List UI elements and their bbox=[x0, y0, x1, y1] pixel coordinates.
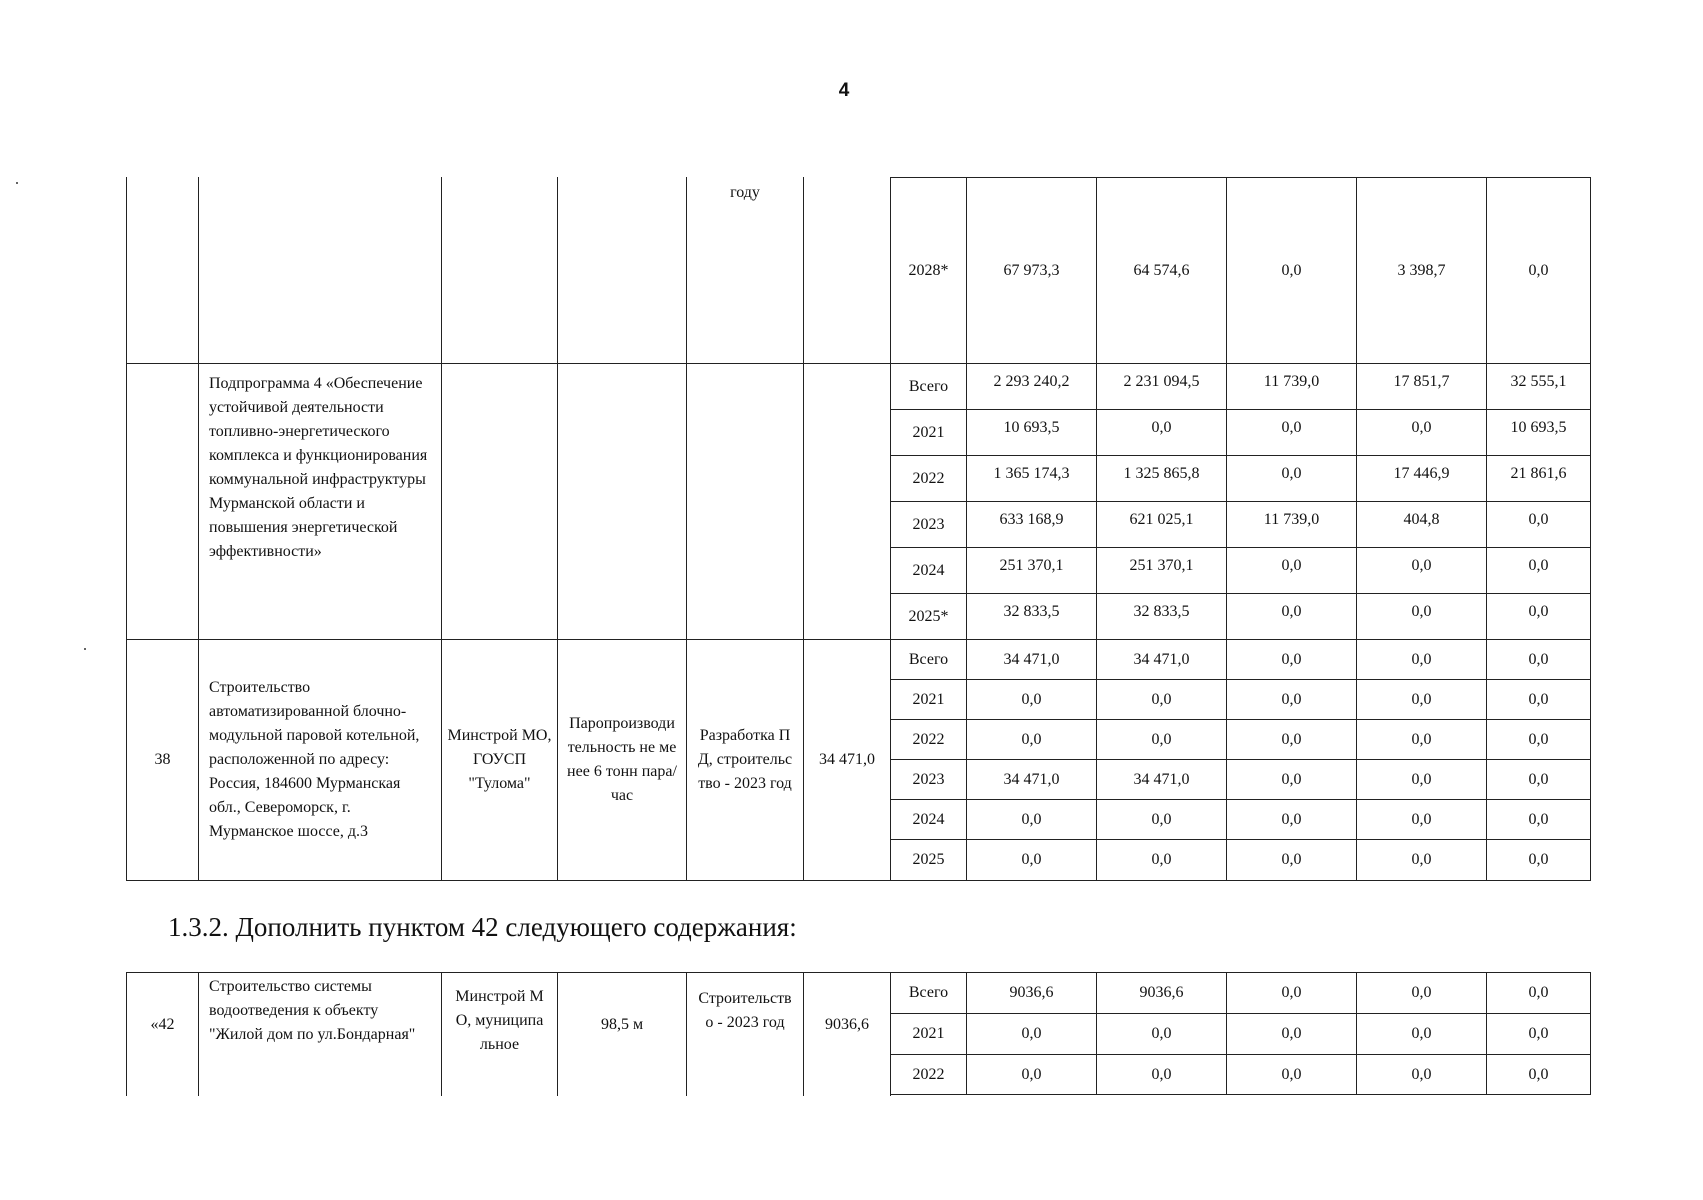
subprogram-value: 2 231 094,5 bbox=[1097, 364, 1227, 410]
table2-left bbox=[126, 972, 891, 1096]
item42-row bbox=[891, 1014, 1591, 1055]
item38-value: 0,0 bbox=[1097, 680, 1227, 720]
item38-cost: 34 471,0 bbox=[804, 639, 891, 880]
item42-year: 2022 bbox=[891, 1055, 967, 1095]
item38-value: 0,0 bbox=[1357, 680, 1487, 720]
item42-value: 9036,6 bbox=[967, 973, 1097, 1014]
subprogram-value: 11 739,0 bbox=[1227, 502, 1357, 548]
item38-value: 0,0 bbox=[967, 720, 1097, 760]
cont-cell-executor bbox=[442, 177, 558, 363]
subprogram-value: 32 833,5 bbox=[967, 594, 1097, 640]
item38-year: 2024 bbox=[891, 800, 967, 840]
item38-row bbox=[891, 640, 1591, 680]
subprogram-executor-cell bbox=[442, 363, 558, 639]
item38-num: 38 bbox=[127, 639, 199, 880]
subprogram-value: 0,0 bbox=[1227, 548, 1357, 594]
item38-value: 0,0 bbox=[1487, 840, 1591, 881]
item38-value: 34 471,0 bbox=[1097, 640, 1227, 680]
item38-value: 0,0 bbox=[1097, 720, 1227, 760]
item38-year: 2021 bbox=[891, 680, 967, 720]
item38-value: 0,0 bbox=[1357, 640, 1487, 680]
subprogram-value: 0,0 bbox=[1487, 548, 1591, 594]
item38-row bbox=[891, 840, 1591, 881]
subprogram-value: 0,0 bbox=[1357, 594, 1487, 640]
subprogram-year: 2024 bbox=[891, 548, 967, 594]
item42-name: Строительство системы водоотведения к объекту "Жилой дом по ул.Бондарная" bbox=[199, 973, 442, 1097]
item38-value: 0,0 bbox=[967, 680, 1097, 720]
table1-left bbox=[126, 177, 891, 881]
cont-cell-period: году bbox=[687, 177, 804, 363]
item38-value: 0,0 bbox=[1487, 800, 1591, 840]
item42-value: 0,0 bbox=[1227, 1055, 1357, 1095]
subprogram-cost-cell bbox=[804, 363, 891, 639]
item38-value: 0,0 bbox=[1097, 840, 1227, 881]
item42-value: 0,0 bbox=[1357, 973, 1487, 1014]
item38-value: 0,0 bbox=[967, 800, 1097, 840]
subprogram-value: 0,0 bbox=[1227, 410, 1357, 456]
subprogram-year: 2023 bbox=[891, 502, 967, 548]
item38-value: 0,0 bbox=[1097, 800, 1227, 840]
item38-value: 0,0 bbox=[1227, 680, 1357, 720]
subprogram-value: 32 555,1 bbox=[1487, 364, 1591, 410]
item38-capacity: Паропроизводительность не менее 6 тонн пара/час bbox=[558, 639, 687, 880]
cont-cell-name bbox=[199, 177, 442, 363]
item42-value: 0,0 bbox=[967, 1055, 1097, 1095]
table2-right bbox=[890, 972, 1591, 1095]
item38-value: 0,0 bbox=[1357, 800, 1487, 840]
item42-value: 0,0 bbox=[1487, 1014, 1591, 1055]
subprogram-value: 17 446,9 bbox=[1357, 456, 1487, 502]
item42-value: 0,0 bbox=[1097, 1014, 1227, 1055]
cont-year: 2028* bbox=[891, 178, 967, 364]
item38-executor: Минстрой МО, ГОУСП "Тулома" bbox=[442, 639, 558, 880]
subprogram-value: 0,0 bbox=[1487, 594, 1591, 640]
item38-value: 34 471,0 bbox=[967, 640, 1097, 680]
subprogram-value: 0,0 bbox=[1227, 456, 1357, 502]
subprogram-value: 1 365 174,3 bbox=[967, 456, 1097, 502]
subprogram-value: 0,0 bbox=[1227, 594, 1357, 640]
cont-value: 3 398,7 bbox=[1357, 178, 1487, 364]
item38-value: 0,0 bbox=[1227, 720, 1357, 760]
item42-num: «42 bbox=[127, 973, 199, 1097]
item38-year: 2025 bbox=[891, 840, 967, 881]
cont-cell-num bbox=[127, 177, 199, 363]
item38-period: Разработка ПД, строительство - 2023 год bbox=[687, 639, 804, 880]
subprogram-year: 2022 bbox=[891, 456, 967, 502]
subprogram-title: Подпрограмма 4 «Обеспечение устойчивой деятельности топливно-энергетического комплекса и функционирования коммунальной инфраструктуры Мурманской области и повышения энергетической эффективности» bbox=[199, 363, 442, 639]
subprogram-row bbox=[891, 548, 1591, 594]
subprogram-value: 0,0 bbox=[1487, 502, 1591, 548]
subprogram-value: 2 293 240,2 bbox=[967, 364, 1097, 410]
subprogram-row bbox=[891, 456, 1591, 502]
item38-value: 0,0 bbox=[1227, 840, 1357, 881]
subprogram-value: 32 833,5 bbox=[1097, 594, 1227, 640]
item42-period: Строительство - 2023 год bbox=[687, 973, 804, 1097]
cont-cell-cost bbox=[804, 177, 891, 363]
item42-value: 9036,6 bbox=[1097, 973, 1227, 1014]
subprogram-value: 1 325 865,8 bbox=[1097, 456, 1227, 502]
subprogram-capacity-cell bbox=[558, 363, 687, 639]
item38-name: Строительство автоматизированной блочно-модульной паровой котельной, расположенной по адресу: Россия, 184600 Мурманская обл., Североморск, г. Мурманское шоссе, д.3 bbox=[199, 639, 442, 880]
item38-value: 34 471,0 bbox=[1097, 760, 1227, 800]
subprogram-row bbox=[891, 502, 1591, 548]
item38-row bbox=[891, 800, 1591, 840]
subprogram-year: Всего bbox=[891, 364, 967, 410]
item42-value: 0,0 bbox=[1487, 1055, 1591, 1095]
item38-value: 0,0 bbox=[1357, 720, 1487, 760]
item42-value: 0,0 bbox=[967, 1014, 1097, 1055]
subprogram-num-cell bbox=[127, 363, 199, 639]
item38-value: 0,0 bbox=[1487, 680, 1591, 720]
subprogram-row bbox=[891, 364, 1591, 410]
item42-value: 0,0 bbox=[1227, 973, 1357, 1014]
item38-value: 0,0 bbox=[967, 840, 1097, 881]
item38-row bbox=[891, 680, 1591, 720]
item38-value: 34 471,0 bbox=[967, 760, 1097, 800]
item42-year: 2021 bbox=[891, 1014, 967, 1055]
cont-value: 67 973,3 bbox=[967, 178, 1097, 364]
item42-value: 0,0 bbox=[1097, 1055, 1227, 1095]
item38-row bbox=[891, 720, 1591, 760]
item38-value: 0,0 bbox=[1487, 720, 1591, 760]
subprogram-period-cell bbox=[687, 363, 804, 639]
page-number: 4 bbox=[838, 80, 850, 101]
subprogram-value: 17 851,7 bbox=[1357, 364, 1487, 410]
subprogram-row bbox=[891, 594, 1591, 640]
item38-value: 0,0 bbox=[1227, 760, 1357, 800]
item38-value: 0,0 bbox=[1487, 760, 1591, 800]
item42-cost: 9036,6 bbox=[804, 973, 891, 1097]
subprogram-value: 10 693,5 bbox=[967, 410, 1097, 456]
item42-year: Всего bbox=[891, 973, 967, 1014]
subprogram-value: 251 370,1 bbox=[967, 548, 1097, 594]
subprogram-value: 21 861,6 bbox=[1487, 456, 1591, 502]
scan-speck bbox=[16, 182, 18, 184]
cont-cell-capacity bbox=[558, 177, 687, 363]
subprogram-value: 0,0 bbox=[1097, 410, 1227, 456]
item42-executor: Минстрой МО, муниципальное bbox=[442, 973, 558, 1097]
item42-row bbox=[891, 973, 1591, 1014]
section-heading: 1.3.2. Дополнить пунктом 42 следующего содержания: bbox=[168, 912, 797, 942]
item38-row bbox=[891, 760, 1591, 800]
subprogram-value: 0,0 bbox=[1357, 548, 1487, 594]
cont-row bbox=[891, 178, 1591, 364]
subprogram-row bbox=[891, 410, 1591, 456]
table1-right bbox=[890, 177, 1591, 881]
item38-year: Всего bbox=[891, 640, 967, 680]
item42-capacity: 98,5 м bbox=[558, 973, 687, 1097]
subprogram-year: 2025* bbox=[891, 594, 967, 640]
item42-value: 0,0 bbox=[1487, 973, 1591, 1014]
item38-value: 0,0 bbox=[1487, 640, 1591, 680]
subprogram-value: 621 025,1 bbox=[1097, 502, 1227, 548]
item38-year: 2023 bbox=[891, 760, 967, 800]
item42-value: 0,0 bbox=[1357, 1055, 1487, 1095]
subprogram-value: 11 739,0 bbox=[1227, 364, 1357, 410]
item42-row bbox=[891, 1055, 1591, 1095]
subprogram-value: 633 168,9 bbox=[967, 502, 1097, 548]
item42-value: 0,0 bbox=[1357, 1014, 1487, 1055]
subprogram-value: 251 370,1 bbox=[1097, 548, 1227, 594]
item38-value: 0,0 bbox=[1357, 840, 1487, 881]
subprogram-value: 10 693,5 bbox=[1487, 410, 1591, 456]
cont-value: 64 574,6 bbox=[1097, 178, 1227, 364]
item38-year: 2022 bbox=[891, 720, 967, 760]
scan-speck bbox=[84, 648, 86, 650]
item38-value: 0,0 bbox=[1227, 800, 1357, 840]
item38-value: 0,0 bbox=[1227, 640, 1357, 680]
item42-value: 0,0 bbox=[1227, 1014, 1357, 1055]
subprogram-value: 404,8 bbox=[1357, 502, 1487, 548]
cont-value: 0,0 bbox=[1487, 178, 1591, 364]
item38-value: 0,0 bbox=[1357, 760, 1487, 800]
subprogram-value: 0,0 bbox=[1357, 410, 1487, 456]
cont-value: 0,0 bbox=[1227, 178, 1357, 364]
subprogram-year: 2021 bbox=[891, 410, 967, 456]
